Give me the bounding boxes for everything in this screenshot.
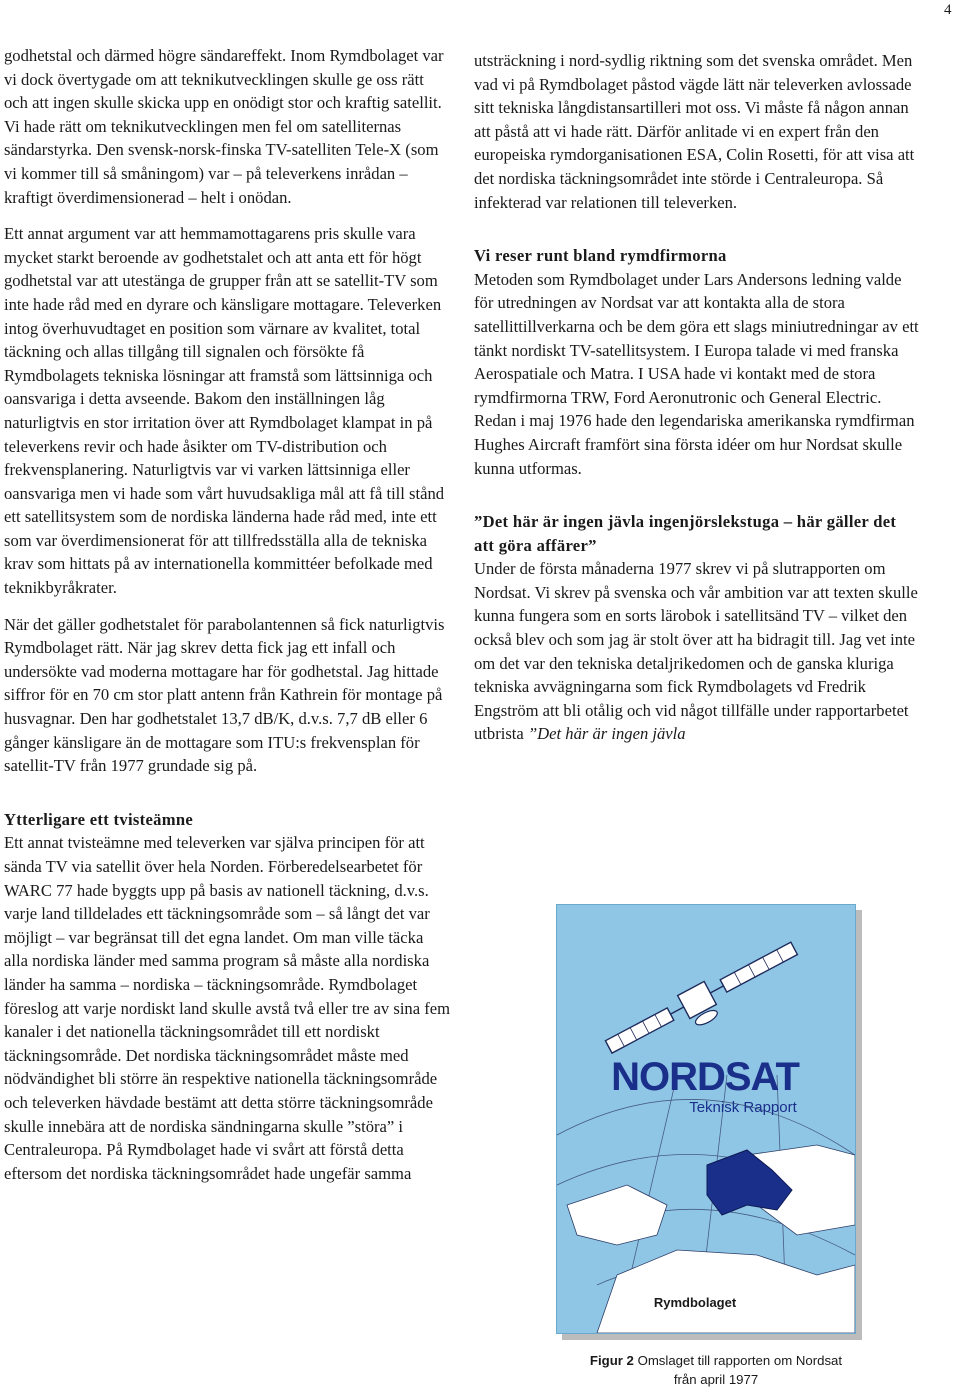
- quote-text: ”Det här är ingen jävla: [527, 724, 686, 744]
- section-heading: Vi reser runt bland rymdfirmorna: [474, 246, 727, 266]
- satellite-drawing: [603, 937, 806, 1069]
- section-heading: Ytterligare ett tvisteämne: [4, 809, 194, 829]
- right-column: [474, 49, 920, 746]
- paragraph: Ett annat tvisteämne med televerken var själva principen för att sända TV via satellit över hela Norden. Förberedelsearbetet för WARC 77 hade byggts upp på basis av nationell täckning, d.v.s. varje land tilldelades ett täckningsområde som – så långt det var möjligt – var begränsat till det egna landet. Om man ville täcka alla nordiska länder med samma program så måste alla nordiska länder ha samma – nordiska – täckningsområde. Rymdbolaget föreslog att varje nordiskt land skulle avstå två eller tre av sina fem kanaler i det nationella täckningsområdet till ett nordiskt täckningsområde. Det nordiska täckningsområdet måste med nödvändighet bli större än respektive nationella täckningsområde och televerken hävdade bestämt att detta större täckningsområde skulle innebära att de nordiska sändningarna skulle ”störa” i Centraleuropa. På Rymdbolaget hade vi svårt att förstå detta eftersom det nordiska täckningsområdet hade ungefär samma: [4, 833, 451, 1183]
- page-number: 4: [944, 2, 952, 18]
- paragraph: Ett annat argument var att hemmamottagarens pris skulle vara mycket starkt beroende av godhetstalet och att anta ett för högt godhetstal var att utestänga de grupper från att se satellit-TV som inte hade råd med en dyrare och känsligare mottagare. Televerken intog överhuvudtaget en position som värnare av kvalitet, total täckning och allas tillgång till signalen och försökte få Rymdbolagets tekniska lösningar att framstå som lättsinniga och oansvariga i detta avseende. Bakom den inställningen låg naturligtvis en stor irritation över att Rymdbolaget klampat in på televerkens revir och hade åsikter om TV-distribution och frekvensplanering. Naturligtvis var vi varken lättsinniga eller oansvariga men vi hade som vårt huvudsakliga mål att få till stånd ett satellitsystem som de nordiska länderna hade råd med, inte ett som var överdimensionerat för att tillfredsställa alla de tekniska krav som hittats på av internationella kommittéer befolkade med teknikbyråkrater.: [4, 224, 445, 598]
- cover-publisher: Rymdbolaget: [653, 1295, 737, 1310]
- left-column: [4, 44, 451, 1185]
- paragraph-text: Under de första månaderna 1977 skrev vi på slutrapporten om Nordsat. Vi skrev på svenska och vår ambition var att texten skulle kunna fungera som en sorts lärobok i satellitsänd TV – vilket den också blev och som jag är stolt över att ha bidragit till. Jag vet inte om det var den tekniska detaljrikedomen och de ganska kluriga tekniska avvägningarna som fick Rymdbolagets vd Fredrik Engström att bli otålig och vid något tillfälle under rapportarbetet utbrista: [474, 559, 918, 744]
- caption-text: Omslaget till rapporten om Nordsat: [637, 1353, 843, 1368]
- cover-subtitle: Teknisk Rapport: [689, 1099, 797, 1116]
- figure-caption: [566, 1351, 866, 1389]
- paragraph: När det gäller godhetstalet för parabolantennen så fick naturligtvis Rymdbolaget rätt. När jag skrev detta fick jag ett infall och undersökte vad moderna mottagare har för godhetstal. Jag hittade siffror för en 70 cm stor platt antenn från Kathrein för montage på husvagnar. Den har godhetstalet 13,7 dB/K, d.v.s. 7,7 dB eller 6 gånger känsligare än de mottagare som ITU:s frekvensplan för satellit-TV från 1977 grundade sig på.: [4, 614, 445, 776]
- caption-line2: från april 1977: [673, 1372, 759, 1387]
- cover-title: NORDSAT: [611, 1055, 799, 1099]
- paragraph: Metoden som Rymdbolaget under Lars Andersons ledning valde för utredningen av Nordsat var att kontakta alla de stora satellittillverkarna och be dem göra ett slags miniutredningar av ett tänkt nordiskt TV-satellitsystem. I Europa talade vi med franska Aerospatiale och Matra. I USA hade vi kontakt med de stora rymdfirmorna TRW, Ford Aeronutronic och General Electric. Redan i maj 1976 hade den legendariska amerikanska rymdfirman Hughes Aircraft framfört sina första idéer om hur Nordsat skulle kunna utformas.: [474, 269, 919, 478]
- report-cover-image: [556, 904, 856, 1334]
- cover-illustration: [557, 905, 855, 1333]
- section-heading: ”Det här är ingen jävla ingenjörslekstuga – här gäller det att göra affärer”: [474, 512, 897, 555]
- caption-label: Figur 2: [589, 1353, 634, 1368]
- paragraph: utsträckning i nord-sydlig riktning som det svenska området. Men vad vi på Rymdbolaget påstod vägde lätt när televerken avlossade sitt tekniska långdistansartilleri mot oss. Vi måste få någon annan att påstå att vi hade rätt. Därför anlitade vi en expert från den europeiska rymdorganisationen ESA, Colin Rosetti, för att visa att det nordiska täckningsområdet inte störde i Centraleuropa. Så infekterad var relationen till televerken.: [474, 51, 915, 212]
- paragraph: godhetstal och därmed högre sändareffekt. Inom Rymdbolaget var vi dock övertygade om att teknikutvecklingen skulle ge oss rätt och att ingen skulle skicka upp en onödigt stor och kraftig satellit. Vi hade rätt om teknikutvecklingen men fel om satelliternas sändarstyrka. Den svensk-norsk-finska TV-satelliten Tele-X (som vi kommer till så småningom) var – på televerkens inrådan – kraftigt överdimensionerad – helt i onödan.: [4, 46, 444, 207]
- paragraph: [474, 557, 920, 746]
